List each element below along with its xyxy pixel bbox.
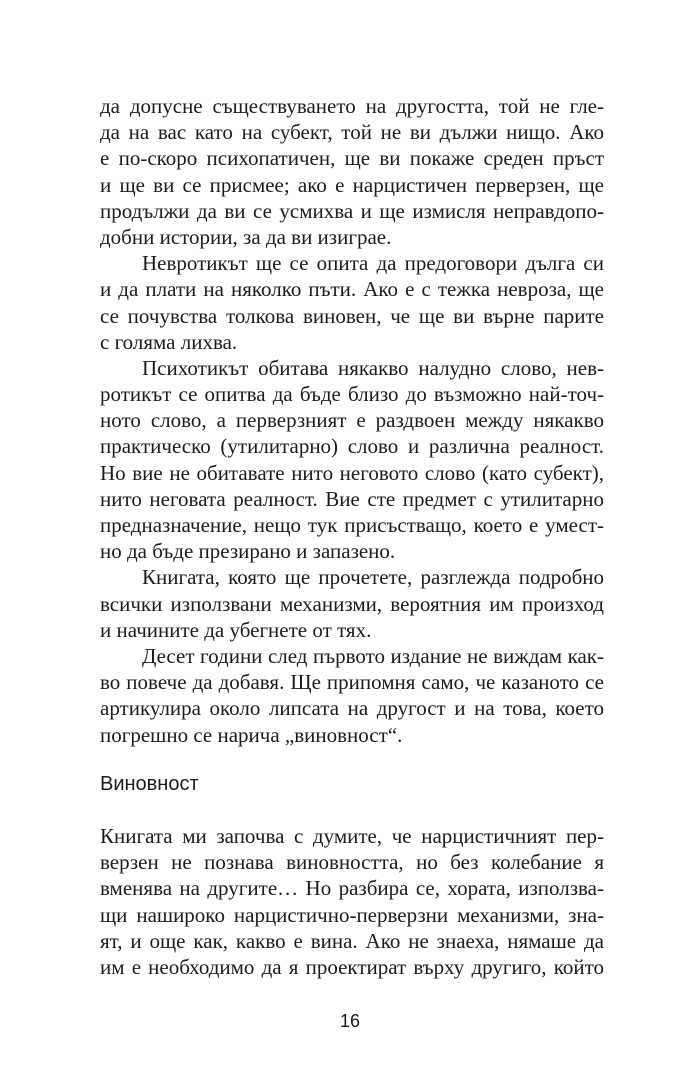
text-line: во повече да добавя. Ще припомня само, че казаното се [100,670,604,695]
text-line: ротикът се опитва да бъде близо до възможно най-точ- [100,382,604,407]
text-line: Психотикът обитава някакво налудно слово, нев- [142,355,604,380]
text-line: артикулира около липсата на другост и на това, което [100,696,604,721]
section-heading: Виновност [100,773,199,795]
section-text [100,823,604,980]
text-line: добни истории, за да ви изиграе. [100,224,392,249]
text-line: Книгата, която ще прочетете, разглежда подробно [142,565,604,590]
text-line: щи нашироко нарцистично-перверзни механизми, зна- [100,902,604,927]
text-line: продължи да ви се усмихва и ще измисля неправдопо- [100,198,604,223]
text-line: да допусне съществуването на другостта, той не гле- [100,94,604,118]
text-line: ят, и още как, какво е вина. Ако не знаеха, нямаше да [100,928,604,953]
text-line: и ще ви се присмее; ако е нарцистичен перверзен, ще [100,172,604,197]
text-line: Десет години след първото издание не виждам как- [142,643,604,668]
body-text [100,93,604,748]
text-line: е по-скоро психопатичен, ще ви покаже среден пръст [100,146,604,171]
text-line: се почувства толкова виновен, че ще ви върне парите [100,303,604,328]
page-number: 16 [339,1011,361,1031]
text-line: погрешно се нарича „виновност“. [100,722,403,747]
text-line: Книгата ми започва с думите, че нарцистичният пер- [100,824,604,848]
text-line: ното слово, а перверзният е раздвоен между някакво [100,408,604,433]
text-line: им е необходимо да я проектират върху другиго, който [100,954,604,979]
text-line: но да бъде презирано и запазено. [100,539,396,564]
text-line: верзен не познава виновността, но без колебание я [100,850,604,875]
text-line: Невротикът ще се опита да предоговори дълга си [142,251,604,276]
text-line: вменява на другите… Но разбира се, хората, използва- [100,876,604,901]
text-line: практическо (утилитарно) слово и различна реалност. [100,434,604,459]
text-line: и начините да убегнете от тях. [100,617,372,642]
text-line: всички използвани механизми, вероятния им произход [100,591,604,616]
text-line: и да плати на няколко пъти. Ако е с тежка невроза, ще [100,277,604,302]
text-line: нито неговата реалност. Вие сте предмет с утилитарно [100,486,604,511]
text-line: Но вие не обитавате нито неговото слово (като субект), [100,460,604,485]
text-line: предназначение, нещо тук присъстващо, което е умест- [100,513,604,537]
text-line: да на вас като на субект, той не ви дължи нищо. Ако [100,120,604,145]
text-line: с голяма лихва. [100,329,238,354]
